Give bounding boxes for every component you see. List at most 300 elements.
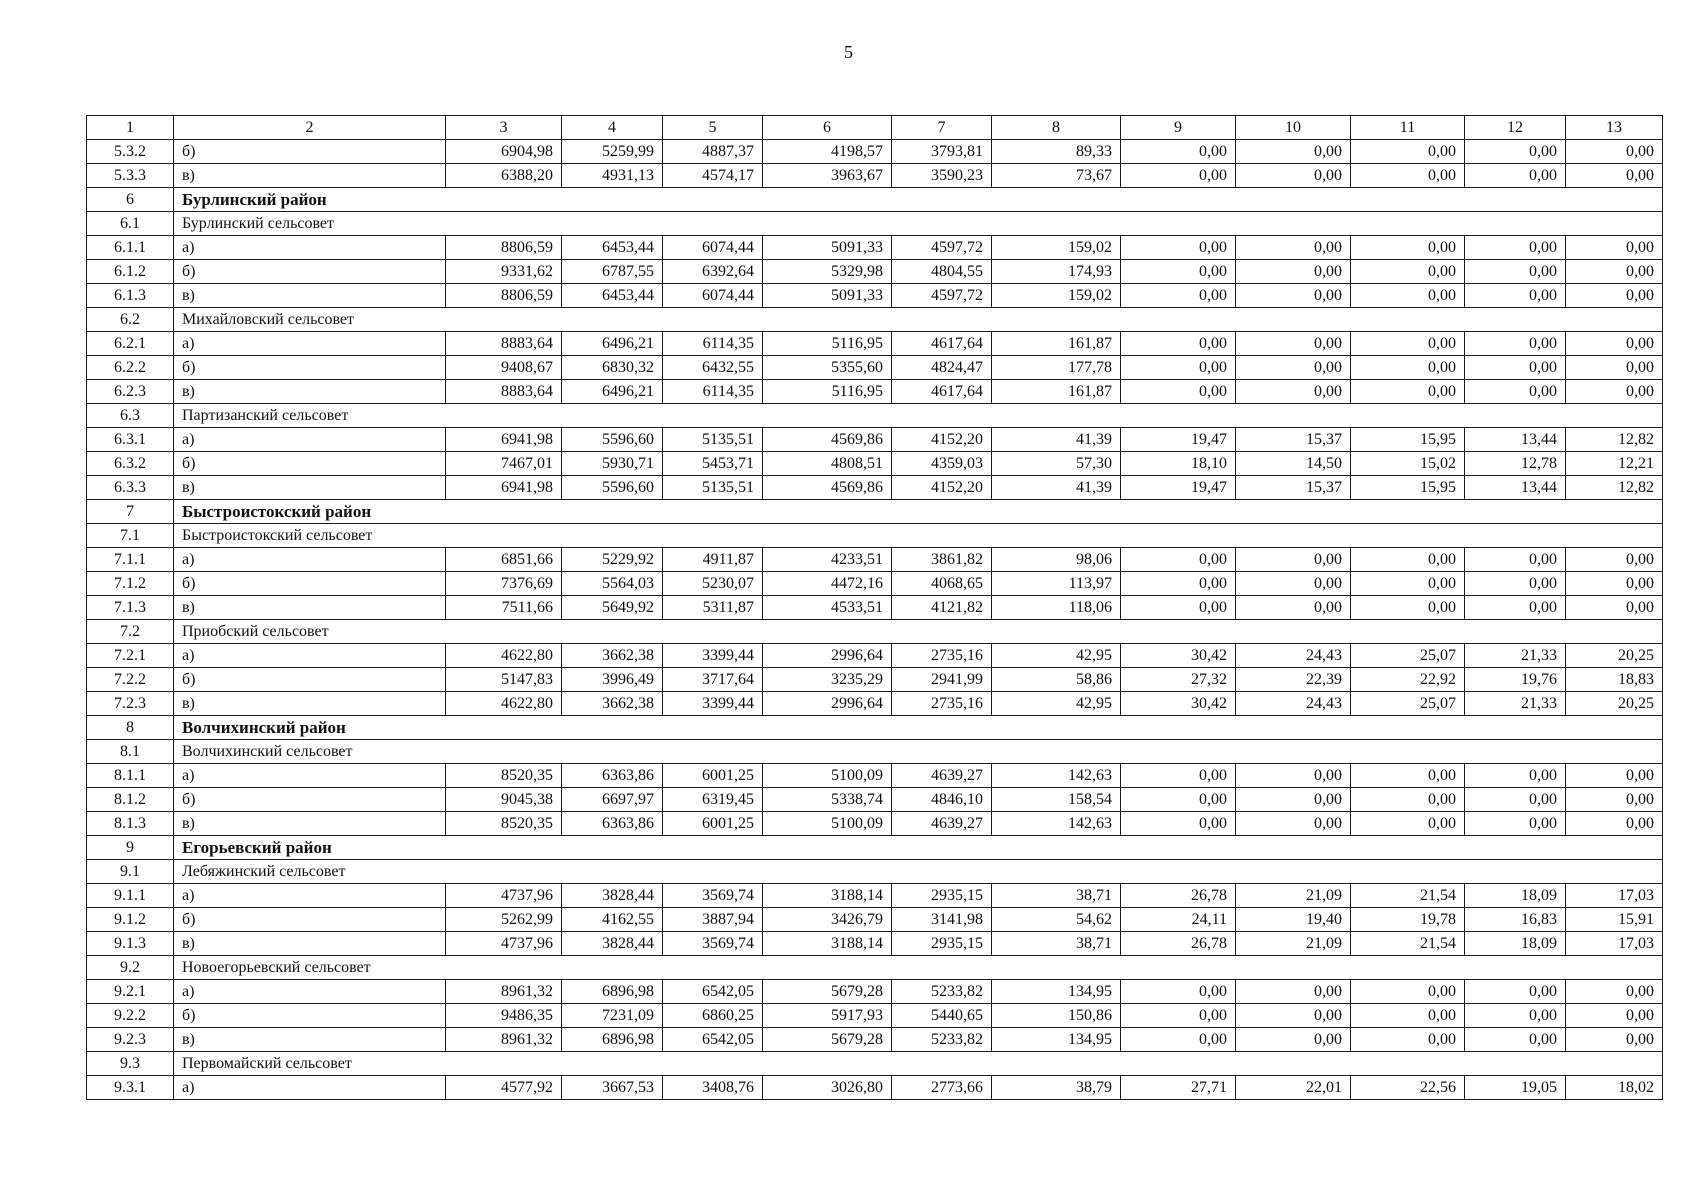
table-row [87, 452, 1663, 476]
value-cell: 0,00 [1351, 140, 1465, 164]
council-row [87, 956, 1663, 980]
value-cell: 161,87 [992, 380, 1121, 404]
row-number-cell: 7.2.3 [87, 692, 174, 716]
table-row [87, 476, 1663, 500]
row-number-cell: 9.2.2 [87, 1004, 174, 1028]
value-cell: 5259,99 [562, 140, 663, 164]
value-cell: 0,00 [1566, 236, 1663, 260]
row-number-cell: 9 [87, 836, 174, 860]
value-cell: 5229,92 [562, 548, 663, 572]
value-cell: 26,78 [1121, 932, 1236, 956]
value-cell: 14,50 [1236, 452, 1351, 476]
value-cell: 19,40 [1236, 908, 1351, 932]
value-cell: 0,00 [1465, 596, 1566, 620]
value-cell: 13,44 [1465, 428, 1566, 452]
row-number-cell: 9.3 [87, 1052, 174, 1076]
table-row [87, 764, 1663, 788]
value-cell: 6363,86 [562, 812, 663, 836]
value-cell: 150,86 [992, 1004, 1121, 1028]
value-cell: 5311,87 [663, 596, 763, 620]
table-row [87, 284, 1663, 308]
value-cell: 0,00 [1566, 356, 1663, 380]
value-cell: 3590,23 [892, 164, 992, 188]
value-cell: 2996,64 [763, 692, 892, 716]
value-cell: 2996,64 [763, 644, 892, 668]
council-row [87, 1052, 1663, 1076]
table-row [87, 332, 1663, 356]
value-cell: 6114,35 [663, 380, 763, 404]
value-cell: 5917,93 [763, 1004, 892, 1028]
value-cell: 18,10 [1121, 452, 1236, 476]
value-cell: 0,00 [1351, 380, 1465, 404]
value-cell: 0,00 [1236, 284, 1351, 308]
value-cell: 0,00 [1236, 140, 1351, 164]
table-row [87, 884, 1663, 908]
row-number-cell: 9.1.3 [87, 932, 174, 956]
column-header: 6 [763, 116, 892, 140]
row-label-cell: а) [174, 1076, 446, 1100]
value-cell: 6904,98 [446, 140, 562, 164]
value-cell: 4737,96 [446, 932, 562, 956]
council-name-cell: Первомайский сельсовет [174, 1052, 1663, 1076]
row-number-cell: 6.3 [87, 404, 174, 428]
district-row [87, 836, 1663, 860]
row-number-cell: 7.2.2 [87, 668, 174, 692]
row-label-cell: б) [174, 140, 446, 164]
value-cell: 6787,55 [562, 260, 663, 284]
council-name-cell: Приобский сельсовет [174, 620, 1663, 644]
row-number-cell: 6.1.2 [87, 260, 174, 284]
row-label-cell: а) [174, 236, 446, 260]
value-cell: 3861,82 [892, 548, 992, 572]
value-cell: 15,95 [1351, 476, 1465, 500]
value-cell: 4639,27 [892, 812, 992, 836]
table-row [87, 596, 1663, 620]
council-row [87, 308, 1663, 332]
value-cell: 6432,55 [663, 356, 763, 380]
value-cell: 0,00 [1351, 548, 1465, 572]
value-cell: 0,00 [1465, 356, 1566, 380]
row-label-cell: а) [174, 428, 446, 452]
value-cell: 2935,15 [892, 884, 992, 908]
value-cell: 0,00 [1121, 812, 1236, 836]
value-cell: 5147,83 [446, 668, 562, 692]
value-cell: 6830,32 [562, 356, 663, 380]
value-cell: 41,39 [992, 476, 1121, 500]
value-cell: 4887,37 [663, 140, 763, 164]
value-cell: 0,00 [1121, 548, 1236, 572]
value-cell: 142,63 [992, 764, 1121, 788]
district-name-cell: Быстроистокский район [174, 500, 1663, 524]
table-row [87, 692, 1663, 716]
value-cell: 4152,20 [892, 476, 992, 500]
value-cell: 4617,64 [892, 380, 992, 404]
value-cell: 21,33 [1465, 692, 1566, 716]
row-number-cell: 6.3.3 [87, 476, 174, 500]
value-cell: 3569,74 [663, 884, 763, 908]
value-cell: 3141,98 [892, 908, 992, 932]
page-number: 5 [844, 42, 853, 62]
value-cell: 0,00 [1465, 980, 1566, 1004]
value-cell: 6074,44 [663, 284, 763, 308]
value-cell: 0,00 [1236, 1028, 1351, 1052]
value-cell: 6542,05 [663, 1028, 763, 1052]
value-cell: 0,00 [1465, 548, 1566, 572]
value-cell: 15,37 [1236, 476, 1351, 500]
value-cell: 3399,44 [663, 644, 763, 668]
value-cell: 0,00 [1121, 980, 1236, 1004]
value-cell: 17,03 [1566, 932, 1663, 956]
value-cell: 6001,25 [663, 764, 763, 788]
value-cell: 158,54 [992, 788, 1121, 812]
column-header: 9 [1121, 116, 1236, 140]
row-number-cell: 8 [87, 716, 174, 740]
value-cell: 38,71 [992, 884, 1121, 908]
value-cell: 4569,86 [763, 476, 892, 500]
value-cell: 3667,53 [562, 1076, 663, 1100]
district-row [87, 716, 1663, 740]
table-row [87, 1076, 1663, 1100]
council-row [87, 860, 1663, 884]
value-cell: 6941,98 [446, 428, 562, 452]
value-cell: 0,00 [1465, 332, 1566, 356]
value-cell: 5930,71 [562, 452, 663, 476]
value-cell: 16,83 [1465, 908, 1566, 932]
value-cell: 0,00 [1351, 980, 1465, 1004]
table-row [87, 908, 1663, 932]
value-cell: 6697,97 [562, 788, 663, 812]
value-cell: 0,00 [1236, 260, 1351, 284]
value-cell: 0,00 [1121, 164, 1236, 188]
value-cell: 5091,33 [763, 284, 892, 308]
value-cell: 0,00 [1121, 572, 1236, 596]
value-cell: 4574,17 [663, 164, 763, 188]
value-cell: 6392,64 [663, 260, 763, 284]
row-number-cell: 9.1.1 [87, 884, 174, 908]
value-cell: 0,00 [1121, 236, 1236, 260]
value-cell: 38,71 [992, 932, 1121, 956]
value-cell: 2773,66 [892, 1076, 992, 1100]
value-cell: 0,00 [1121, 284, 1236, 308]
value-cell: 4931,13 [562, 164, 663, 188]
value-cell: 0,00 [1351, 260, 1465, 284]
value-cell: 9486,35 [446, 1004, 562, 1028]
value-cell: 159,02 [992, 284, 1121, 308]
value-cell: 21,54 [1351, 932, 1465, 956]
row-label-cell: а) [174, 884, 446, 908]
value-cell: 26,78 [1121, 884, 1236, 908]
value-cell: 0,00 [1465, 788, 1566, 812]
value-cell: 9045,38 [446, 788, 562, 812]
value-cell: 0,00 [1465, 1028, 1566, 1052]
value-cell: 98,06 [992, 548, 1121, 572]
value-cell: 0,00 [1351, 1028, 1465, 1052]
value-cell: 5233,82 [892, 980, 992, 1004]
council-row [87, 524, 1663, 548]
value-cell: 6074,44 [663, 236, 763, 260]
value-cell: 6542,05 [663, 980, 763, 1004]
row-label-cell: в) [174, 164, 446, 188]
council-name-cell: Партизанский сельсовет [174, 404, 1663, 428]
value-cell: 0,00 [1566, 596, 1663, 620]
council-name-cell: Волчихинский сельсовет [174, 740, 1663, 764]
value-cell: 161,87 [992, 332, 1121, 356]
value-cell: 4622,80 [446, 644, 562, 668]
value-cell: 38,79 [992, 1076, 1121, 1100]
value-cell: 0,00 [1121, 332, 1236, 356]
value-cell: 174,93 [992, 260, 1121, 284]
value-cell: 5679,28 [763, 980, 892, 1004]
value-cell: 0,00 [1351, 164, 1465, 188]
value-cell: 3963,67 [763, 164, 892, 188]
value-cell: 6114,35 [663, 332, 763, 356]
value-cell: 0,00 [1465, 260, 1566, 284]
value-cell: 0,00 [1236, 596, 1351, 620]
value-cell: 0,00 [1465, 812, 1566, 836]
row-number-cell: 7.1.2 [87, 572, 174, 596]
value-cell: 4569,86 [763, 428, 892, 452]
value-cell: 118,06 [992, 596, 1121, 620]
value-cell: 24,11 [1121, 908, 1236, 932]
district-name-cell: Волчихинский район [174, 716, 1663, 740]
row-label-cell: в) [174, 932, 446, 956]
value-cell: 21,09 [1236, 884, 1351, 908]
row-number-cell: 6.1.3 [87, 284, 174, 308]
value-cell: 3996,49 [562, 668, 663, 692]
table-body [87, 116, 1663, 1100]
value-cell: 24,43 [1236, 644, 1351, 668]
value-cell: 0,00 [1351, 1004, 1465, 1028]
row-number-cell: 5.3.2 [87, 140, 174, 164]
table-row [87, 356, 1663, 380]
value-cell: 0,00 [1566, 380, 1663, 404]
value-cell: 73,67 [992, 164, 1121, 188]
value-cell: 0,00 [1121, 356, 1236, 380]
row-label-cell: в) [174, 380, 446, 404]
table-row [87, 260, 1663, 284]
column-header: 5 [663, 116, 763, 140]
council-name-cell: Лебяжинский сельсовет [174, 860, 1663, 884]
column-header: 4 [562, 116, 663, 140]
value-cell: 4121,82 [892, 596, 992, 620]
row-number-cell: 6.2 [87, 308, 174, 332]
value-cell: 8961,32 [446, 980, 562, 1004]
value-cell: 3828,44 [562, 932, 663, 956]
value-cell: 24,43 [1236, 692, 1351, 716]
value-cell: 3828,44 [562, 884, 663, 908]
row-label-cell: б) [174, 908, 446, 932]
table-row [87, 164, 1663, 188]
column-header: 11 [1351, 116, 1465, 140]
council-name-cell: Новоегорьевский сельсовет [174, 956, 1663, 980]
council-row [87, 404, 1663, 428]
value-cell: 19,47 [1121, 476, 1236, 500]
value-cell: 0,00 [1121, 1004, 1236, 1028]
row-number-cell: 7.1.3 [87, 596, 174, 620]
value-cell: 42,95 [992, 644, 1121, 668]
value-cell: 20,25 [1566, 692, 1663, 716]
row-label-cell: в) [174, 812, 446, 836]
value-cell: 19,78 [1351, 908, 1465, 932]
value-cell: 6388,20 [446, 164, 562, 188]
value-cell: 22,56 [1351, 1076, 1465, 1100]
value-cell: 4911,87 [663, 548, 763, 572]
value-cell: 0,00 [1351, 788, 1465, 812]
row-number-cell: 6.2.2 [87, 356, 174, 380]
value-cell: 4808,51 [763, 452, 892, 476]
row-label-cell: а) [174, 548, 446, 572]
value-cell: 0,00 [1351, 284, 1465, 308]
value-cell: 3662,38 [562, 644, 663, 668]
row-number-cell: 8.1.1 [87, 764, 174, 788]
value-cell: 5596,60 [562, 476, 663, 500]
row-number-cell: 6.1.1 [87, 236, 174, 260]
value-cell: 12,21 [1566, 452, 1663, 476]
value-cell: 22,01 [1236, 1076, 1351, 1100]
value-cell: 0,00 [1236, 164, 1351, 188]
value-cell: 4533,51 [763, 596, 892, 620]
value-cell: 8520,35 [446, 812, 562, 836]
value-cell: 0,00 [1121, 596, 1236, 620]
row-label-cell: б) [174, 452, 446, 476]
header-row [87, 116, 1663, 140]
value-cell: 3408,76 [663, 1076, 763, 1100]
value-cell: 3717,64 [663, 668, 763, 692]
value-cell: 5262,99 [446, 908, 562, 932]
row-number-cell: 8.1 [87, 740, 174, 764]
value-cell: 3188,14 [763, 884, 892, 908]
value-cell: 27,71 [1121, 1076, 1236, 1100]
value-cell: 57,30 [992, 452, 1121, 476]
council-name-cell: Бурлинский сельсовет [174, 212, 1663, 236]
value-cell: 30,42 [1121, 692, 1236, 716]
value-cell: 142,63 [992, 812, 1121, 836]
value-cell: 5135,51 [663, 476, 763, 500]
row-label-cell: б) [174, 260, 446, 284]
value-cell: 27,32 [1121, 668, 1236, 692]
table-row [87, 380, 1663, 404]
value-cell: 19,47 [1121, 428, 1236, 452]
table-row [87, 236, 1663, 260]
table-row [87, 140, 1663, 164]
value-cell: 6941,98 [446, 476, 562, 500]
value-cell: 25,07 [1351, 644, 1465, 668]
column-header: 12 [1465, 116, 1566, 140]
value-cell: 2935,15 [892, 932, 992, 956]
value-cell: 19,05 [1465, 1076, 1566, 1100]
value-cell: 22,39 [1236, 668, 1351, 692]
value-cell: 7376,69 [446, 572, 562, 596]
table-row [87, 932, 1663, 956]
value-cell: 5230,07 [663, 572, 763, 596]
row-number-cell: 6.2.3 [87, 380, 174, 404]
value-cell: 6453,44 [562, 236, 663, 260]
value-cell: 6001,25 [663, 812, 763, 836]
row-number-cell: 7 [87, 500, 174, 524]
value-cell: 3426,79 [763, 908, 892, 932]
value-cell: 12,78 [1465, 452, 1566, 476]
value-cell: 6496,21 [562, 380, 663, 404]
row-number-cell: 6.3.2 [87, 452, 174, 476]
value-cell: 0,00 [1465, 284, 1566, 308]
value-cell: 4162,55 [562, 908, 663, 932]
value-cell: 4846,10 [892, 788, 992, 812]
value-cell: 4617,64 [892, 332, 992, 356]
row-number-cell: 7.2 [87, 620, 174, 644]
value-cell: 4639,27 [892, 764, 992, 788]
value-cell: 0,00 [1566, 140, 1663, 164]
value-cell: 5355,60 [763, 356, 892, 380]
table-row [87, 644, 1663, 668]
column-header: 8 [992, 116, 1121, 140]
value-cell: 0,00 [1351, 596, 1465, 620]
row-number-cell: 8.1.3 [87, 812, 174, 836]
row-number-cell: 9.2.3 [87, 1028, 174, 1052]
row-label-cell: б) [174, 1004, 446, 1028]
value-cell: 0,00 [1351, 332, 1465, 356]
column-header: 10 [1236, 116, 1351, 140]
row-label-cell: в) [174, 476, 446, 500]
table-row [87, 1028, 1663, 1052]
value-cell: 8961,32 [446, 1028, 562, 1052]
value-cell: 15,02 [1351, 452, 1465, 476]
value-cell: 8806,59 [446, 236, 562, 260]
value-cell: 6319,45 [663, 788, 763, 812]
value-cell: 17,03 [1566, 884, 1663, 908]
value-cell: 0,00 [1121, 260, 1236, 284]
value-cell: 3399,44 [663, 692, 763, 716]
value-cell: 5233,82 [892, 1028, 992, 1052]
value-cell: 0,00 [1121, 1028, 1236, 1052]
row-label-cell: б) [174, 668, 446, 692]
row-label-cell: б) [174, 356, 446, 380]
table-row [87, 1004, 1663, 1028]
table-row [87, 668, 1663, 692]
value-cell: 8806,59 [446, 284, 562, 308]
value-cell: 3569,74 [663, 932, 763, 956]
value-cell: 21,09 [1236, 932, 1351, 956]
value-cell: 0,00 [1566, 284, 1663, 308]
value-cell: 0,00 [1236, 380, 1351, 404]
value-cell: 5440,65 [892, 1004, 992, 1028]
column-header: 7 [892, 116, 992, 140]
value-cell: 134,95 [992, 980, 1121, 1004]
value-cell: 0,00 [1121, 140, 1236, 164]
row-number-cell: 7.1 [87, 524, 174, 548]
value-cell: 5338,74 [763, 788, 892, 812]
value-cell: 9331,62 [446, 260, 562, 284]
value-cell: 18,09 [1465, 884, 1566, 908]
value-cell: 5116,95 [763, 380, 892, 404]
value-cell: 89,33 [992, 140, 1121, 164]
value-cell: 2735,16 [892, 692, 992, 716]
value-cell: 0,00 [1465, 1004, 1566, 1028]
value-cell: 0,00 [1236, 572, 1351, 596]
value-cell: 4152,20 [892, 428, 992, 452]
column-header: 13 [1566, 116, 1663, 140]
value-cell: 0,00 [1236, 236, 1351, 260]
value-cell: 6860,25 [663, 1004, 763, 1028]
value-cell: 0,00 [1236, 1004, 1351, 1028]
row-number-cell: 9.3.1 [87, 1076, 174, 1100]
value-cell: 0,00 [1566, 764, 1663, 788]
value-cell: 3235,29 [763, 668, 892, 692]
district-row [87, 188, 1663, 212]
value-cell: 4804,55 [892, 260, 992, 284]
value-cell: 5649,92 [562, 596, 663, 620]
row-number-cell: 9.1.2 [87, 908, 174, 932]
value-cell: 6453,44 [562, 284, 663, 308]
